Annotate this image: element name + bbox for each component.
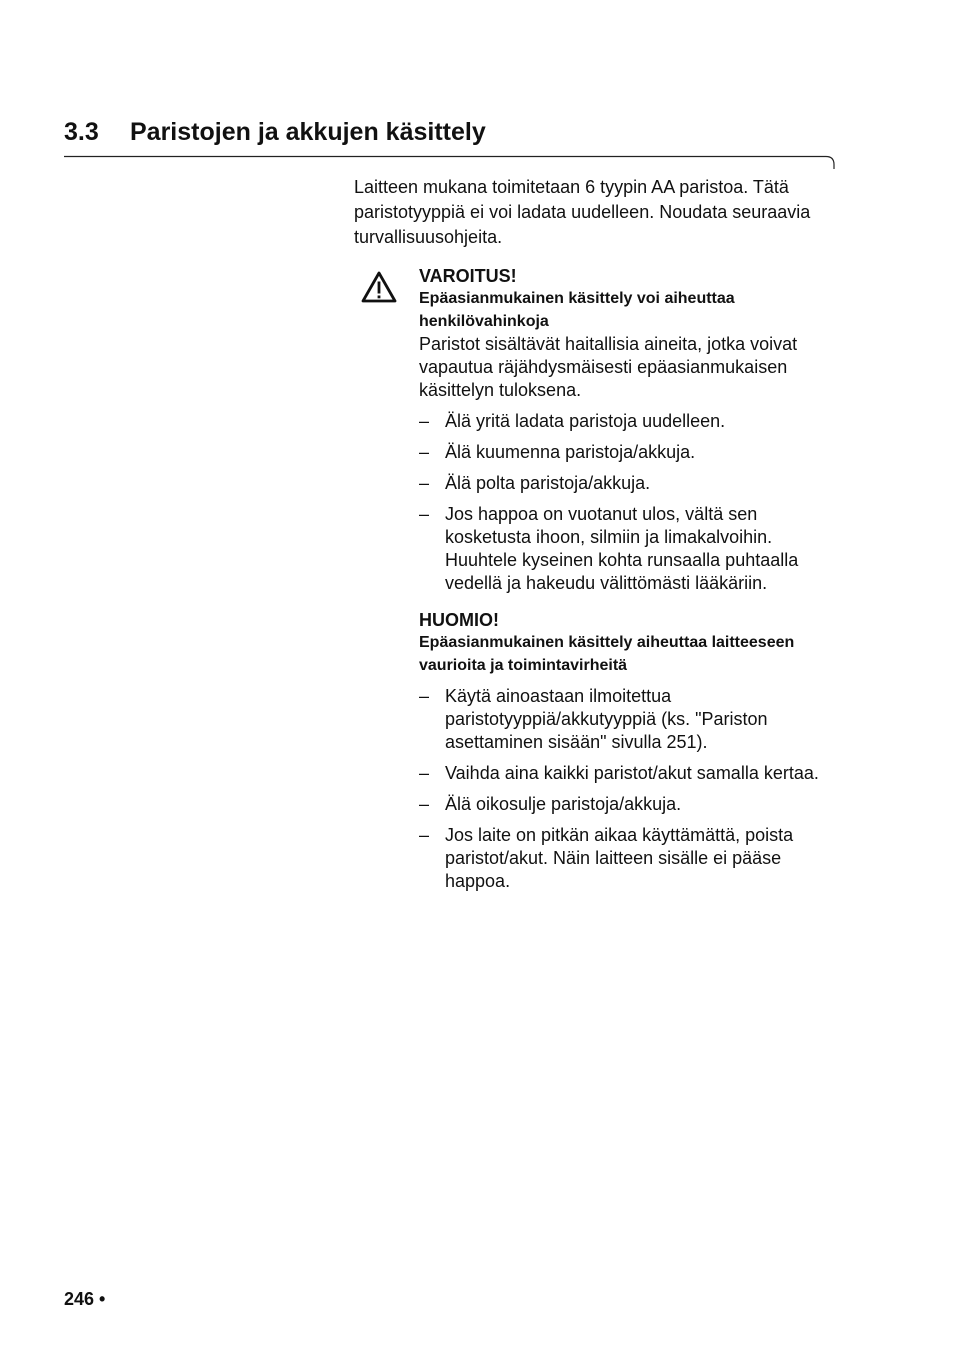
warning-triangle-icon	[361, 270, 397, 304]
intro-paragraph: Laitteen mukana toimitetaan 6 tyypin AA paristoa. Tätä paristotyyppiä ei voi ladata uudelleen. Noudata seuraavia turvallisuusohjeita.	[354, 177, 811, 247]
dash-bullet: –	[419, 686, 430, 706]
list-item	[419, 685, 839, 754]
dash-bullet: –	[419, 442, 430, 462]
dash-bullet: –	[419, 763, 430, 783]
dash-bullet: –	[419, 411, 430, 431]
dash-bullet: –	[419, 504, 430, 524]
warning-notice	[419, 265, 839, 595]
section-title	[64, 116, 486, 148]
caution-heading: HUOMIO!	[419, 610, 499, 630]
caution-notice	[419, 609, 839, 893]
warning-text: Paristot sisältävät haitallisia aineita, jotka voivat vapautua räjähdysmäisesti epäasianmukaisen käsittelyn tuloksena.	[419, 334, 798, 400]
warning-list	[419, 410, 839, 595]
dash-bullet: –	[419, 473, 430, 493]
list-item	[419, 824, 839, 893]
list-item-text: Jos laite on pitkän aikaa käyttämättä, poista paristot/akut. Näin laitteen sisälle ei pääse happoa.	[445, 825, 794, 891]
section-rule	[64, 155, 836, 177]
warning-subheading: Epäasianmukainen käsittely voi aiheuttaa henkilövahinkoja	[419, 290, 735, 330]
list-item	[419, 441, 839, 464]
warning-heading: VAROITUS!	[419, 266, 517, 286]
list-item-text: Älä polta paristoja/akkuja.	[445, 473, 651, 493]
list-item-text: Jos happoa on vuotanut ulos, vältä sen kosketusta ihoon, silmiin ja limakalvoihin. Huuhtele kyseinen kohta runsaalla puhtaalla vedellä ja hakeudu välittömästi lääkäriin.	[445, 504, 799, 593]
list-item-text: Älä kuumenna paristoja/akkuja.	[445, 442, 696, 462]
list-item	[419, 793, 839, 816]
dash-bullet: –	[419, 825, 430, 845]
list-item	[419, 762, 839, 785]
caution-subheading: Epäasianmukainen käsittely aiheuttaa laitteeseen vaurioita ja toimintavirheitä	[419, 634, 795, 674]
section-title-text: Paristojen ja akkujen käsittely	[130, 118, 486, 146]
list-item	[419, 503, 839, 595]
section-number: 3.3	[64, 118, 99, 146]
list-item-text: Älä oikosulje paristoja/akkuja.	[445, 794, 682, 814]
list-item-text: Vaihda aina kaikki paristot/akut samalla kertaa.	[445, 763, 819, 783]
list-item-text: Käytä ainoastaan ilmoitettua paristotyyppiä/akkutyyppiä (ks. "Pariston asettaminen sisään" sivulla 251).	[445, 686, 768, 752]
list-item	[419, 472, 839, 495]
caution-list	[419, 685, 839, 893]
list-item-text: Älä yritä ladata paristoja uudelleen.	[445, 411, 726, 431]
list-item	[419, 410, 839, 433]
page-number: 246 •	[64, 1289, 106, 1309]
dash-bullet: –	[419, 794, 430, 814]
